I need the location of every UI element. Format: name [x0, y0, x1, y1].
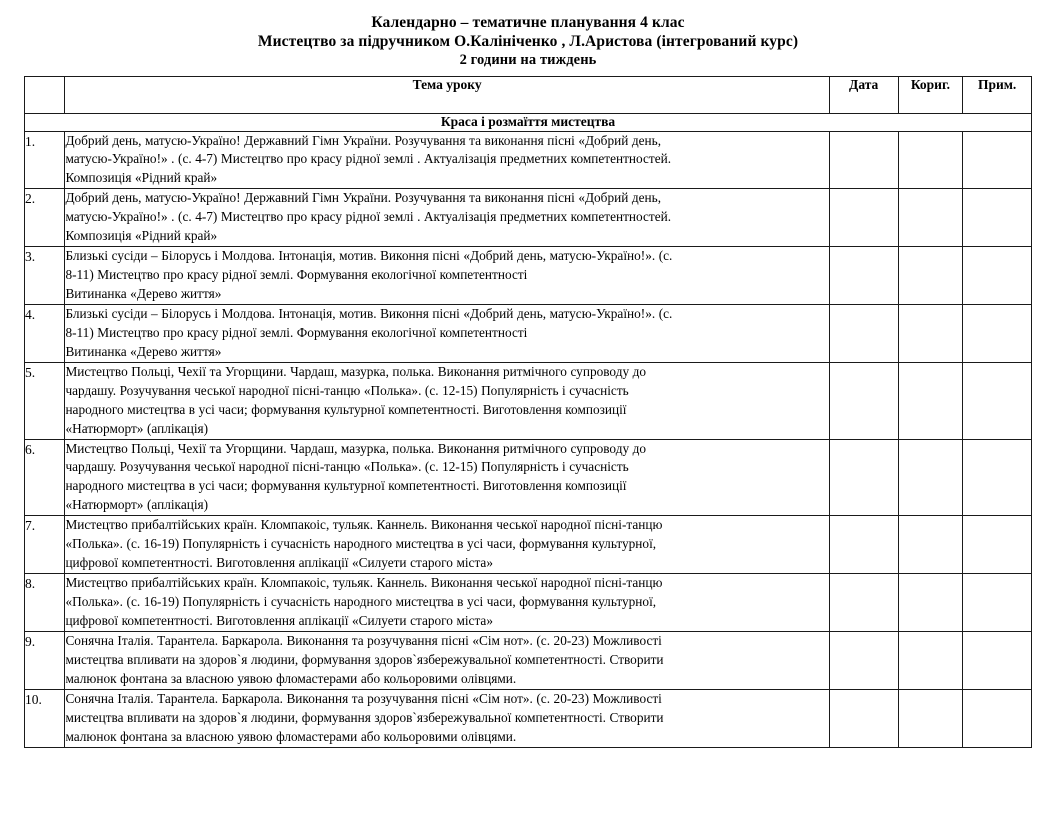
- lesson-number-cell: 3.: [25, 247, 65, 305]
- lesson-topic-line: «Натюрморт» (аплікація): [65, 497, 209, 513]
- lesson-topic-line: малюнок фонтана за власною уявою фломастерами або кольоровими олівцями.: [65, 670, 517, 686]
- column-header-topic: Тема уроку: [65, 76, 829, 113]
- lesson-correction-cell[interactable]: [898, 574, 963, 632]
- lesson-note-cell[interactable]: [963, 689, 1032, 747]
- lesson-correction-cell[interactable]: [898, 439, 963, 516]
- lesson-correction-cell[interactable]: [898, 689, 963, 747]
- lesson-topic-line: матусю-Україно!» . (с. 4-7) Мистецтво про красу рідної землі . Актуалізація предметних компетентностей.: [65, 151, 672, 167]
- lesson-number-cell: 1.: [25, 131, 65, 189]
- lesson-number-cell: 5.: [25, 362, 65, 439]
- lesson-note-cell[interactable]: [963, 439, 1032, 516]
- lesson-note-cell[interactable]: [963, 131, 1032, 189]
- lesson-correction-cell[interactable]: [898, 516, 963, 574]
- lesson-topic-cell: [65, 362, 829, 439]
- lesson-number-cell: 8.: [25, 574, 65, 632]
- lesson-date-cell[interactable]: [829, 631, 898, 689]
- lesson-plan-table: [24, 76, 1032, 748]
- lesson-topic-line: Композиція «Рідний край»: [65, 170, 218, 186]
- lesson-correction-cell[interactable]: [898, 304, 963, 362]
- lesson-topic-cell: [65, 689, 829, 747]
- lesson-correction-cell[interactable]: [898, 631, 963, 689]
- table-row: [25, 131, 1032, 189]
- lesson-correction-cell[interactable]: [898, 362, 963, 439]
- lesson-note-cell[interactable]: [963, 304, 1032, 362]
- page-hours-note: 2 години на тиждень: [459, 51, 597, 68]
- lesson-topic-line: «Натюрморт» (аплікація): [65, 420, 209, 436]
- table-row: [25, 439, 1032, 516]
- section-title-row: [25, 113, 1032, 131]
- lesson-topic-cell: [65, 131, 829, 189]
- lesson-correction-cell[interactable]: [898, 131, 963, 189]
- lesson-number-cell: 4.: [25, 304, 65, 362]
- lesson-topic-cell: [65, 189, 829, 247]
- page-title: Календарно – тематичне планування 4 клас: [371, 14, 685, 31]
- lesson-topic-line: Мистецтво прибалтійських країн. Кломпакоіс, тульяк. Каннель. Виконання чеської народної пісні-танцю: [65, 575, 663, 591]
- lesson-topic-line: Добрий день, матусю-Україно! Державний Гімн України. Розучування та виконання пісні «Добрий день,: [65, 132, 662, 148]
- lesson-topic-line: Витинанка «Дерево життя»: [65, 286, 222, 301]
- lesson-topic-line: Добрий день, матусю-Україно! Державний Гімн України. Розучування та виконання пісні «Добрий день,: [65, 190, 662, 206]
- lesson-date-cell[interactable]: [829, 362, 898, 439]
- lesson-date-cell[interactable]: [829, 516, 898, 574]
- lesson-note-cell[interactable]: [963, 516, 1032, 574]
- table-body: [25, 113, 1032, 747]
- lesson-topic-line: 8-11) Мистецтво про красу рідної землі. Формування екологічної компетентності: [65, 324, 528, 340]
- lesson-topic-line: мистецтва впливати на здоров`я людини, формування здоров`язбережувальної компетентності. Створити: [65, 709, 664, 725]
- lesson-topic-cell: [65, 516, 829, 574]
- lesson-topic-line: цифрової компетентності. Виготовлення аплікації «Силуети старого міста»: [65, 555, 493, 571]
- lesson-topic-cell: [65, 247, 829, 305]
- lesson-topic-line: Сонячна Італія. Тарантела. Баркарола. Виконання та розучування пісні «Сім нот». (с. 20-23) Можливості: [65, 690, 662, 706]
- table-row: [25, 189, 1032, 247]
- column-header-number: [25, 76, 65, 113]
- table-row: [25, 304, 1032, 362]
- lesson-note-cell[interactable]: [963, 574, 1032, 632]
- lesson-topic-line: «Полька». (с. 16-19) Популярність і сучасність народного мистецтва в усі часи, формування культурної,: [65, 536, 657, 552]
- lesson-correction-cell[interactable]: [898, 189, 963, 247]
- lesson-number-cell: 6.: [25, 439, 65, 516]
- lesson-date-cell[interactable]: [829, 189, 898, 247]
- lesson-number-cell: 9.: [25, 631, 65, 689]
- lesson-topic-line: чардашу. Розучування чеської народної пісні-танцю «Полька». (с. 12-15) Популярність і сучасність: [65, 382, 629, 398]
- lesson-correction-cell[interactable]: [898, 247, 963, 305]
- lesson-topic-line: Мистецтво Польці, Чехії та Угорщини. Чардаш, мазурка, полька. Виконання ритмічного супроводу до: [65, 440, 647, 456]
- lesson-topic-line: 8-11) Мистецтво про красу рідної землі. Формування екологічної компетентності: [65, 267, 528, 283]
- table-row: [25, 516, 1032, 574]
- lesson-number-cell: 10.: [25, 689, 65, 747]
- lesson-topic-cell: [65, 439, 829, 516]
- section-title: Краса і розмаїття мистецтва: [25, 113, 1032, 131]
- lesson-topic-line: Близькі сусіди – Білорусь і Молдова. Інтонація, мотив. Виконня пісні «Добрий день, матусю-Україно!». (с.: [65, 248, 673, 264]
- lesson-topic-line: матусю-Україно!» . (с. 4-7) Мистецтво про красу рідної землі . Актуалізація предметних компетентностей.: [65, 209, 672, 225]
- lesson-topic-cell: [65, 631, 829, 689]
- lesson-topic-line: народного мистецтва в усі часи; формування культурної компетентності. Виготовлення композиції: [65, 478, 627, 494]
- lesson-note-cell[interactable]: [963, 362, 1032, 439]
- lesson-topic-line: Мистецтво Польці, Чехії та Угорщини. Чардаш, мазурка, полька. Виконання ритмічного супроводу до: [65, 363, 647, 379]
- lesson-topic-line: Композиція «Рідний край»: [65, 228, 218, 244]
- lesson-date-cell[interactable]: [829, 304, 898, 362]
- lesson-topic-line: Витинанка «Дерево життя»: [65, 343, 222, 359]
- lesson-note-cell[interactable]: [963, 631, 1032, 689]
- lesson-note-cell[interactable]: [963, 189, 1032, 247]
- lesson-topic-line: Сонячна Італія. Тарантела. Баркарола. Виконання та розучування пісні «Сім нот». (с. 20-23) Можливості: [65, 632, 662, 648]
- lesson-number-cell: 2.: [25, 189, 65, 247]
- column-header-note: Прим.: [963, 76, 1032, 113]
- lesson-topic-cell: [65, 574, 829, 632]
- lesson-number-cell: 7.: [25, 516, 65, 574]
- table-row: [25, 689, 1032, 747]
- lesson-note-cell[interactable]: [963, 247, 1032, 305]
- lesson-topic-line: мистецтва впливати на здоров`я людини, формування здоров`язбережувальної компетентності. Створити: [65, 651, 664, 667]
- lesson-date-cell[interactable]: [829, 247, 898, 305]
- lesson-topic-line: Мистецтво прибалтійських країн. Кломпакоіс, тульяк. Каннель. Виконання чеської народної пісні-танцю: [65, 517, 663, 533]
- table-header: [25, 76, 1032, 113]
- table-row: [25, 574, 1032, 632]
- page-subtitle: Мистецтво за підручником О.Калініченко , Л.Аристова (інтегрований курс): [257, 32, 799, 50]
- lesson-date-cell[interactable]: [829, 131, 898, 189]
- lesson-topic-line: малюнок фонтана за власною уявою фломастерами або кольоровими олівцями.: [65, 728, 517, 744]
- lesson-date-cell[interactable]: [829, 574, 898, 632]
- table-header-row: [25, 76, 1032, 113]
- table-row: [25, 631, 1032, 689]
- lesson-topic-line: чардашу. Розучування чеської народної пісні-танцю «Полька». (с. 12-15) Популярність і сучасність: [65, 459, 629, 475]
- column-header-date: Дата: [829, 76, 898, 113]
- lesson-topic-line: «Полька». (с. 16-19) Популярність і сучасність народного мистецтва в усі часи, формування культурної,: [65, 594, 657, 609]
- lesson-topic-line: народного мистецтва в усі часи; формування культурної компетентності. Виготовлення композиції: [65, 401, 627, 417]
- document-header: [24, 14, 1032, 70]
- lesson-topic-cell: [65, 304, 829, 362]
- column-header-correction: Кориг.: [898, 76, 963, 113]
- table-row: [25, 247, 1032, 305]
- table-row: [25, 362, 1032, 439]
- lesson-date-cell[interactable]: [829, 689, 898, 747]
- lesson-topic-line: цифрової компетентності. Виготовлення аплікації «Силуети старого міста»: [65, 612, 493, 628]
- lesson-topic-line: Близькі сусіди – Білорусь і Молдова. Інтонація, мотив. Виконня пісні «Добрий день, матусю-Україно!». (с.: [65, 305, 673, 321]
- lesson-date-cell[interactable]: [829, 439, 898, 516]
